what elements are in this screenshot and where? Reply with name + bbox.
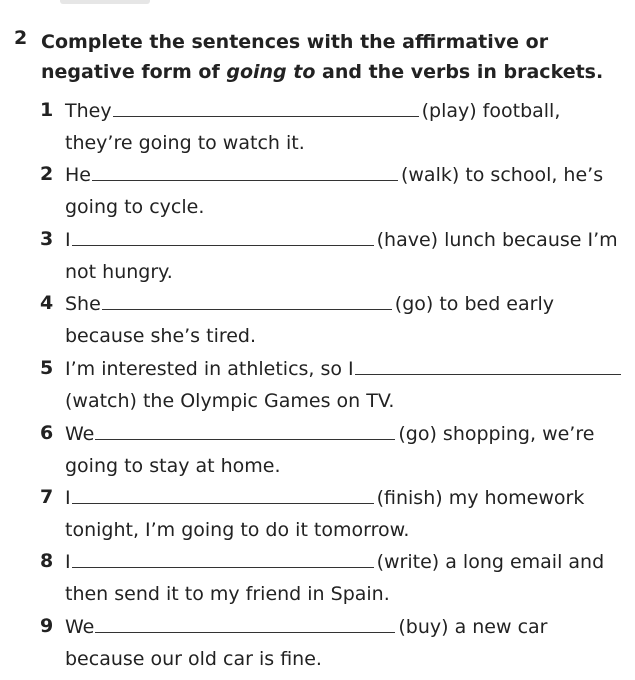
item-number: 4	[40, 292, 54, 314]
item-text-before: She	[65, 293, 101, 315]
item-line-1	[65, 287, 554, 320]
item-line-2: going to cycle.	[65, 196, 205, 218]
exercise-number: 2	[14, 27, 28, 49]
answer-blank[interactable]	[92, 158, 398, 181]
instructions-text-1: Complete the sentences with the affirmative or negative form of	[41, 31, 549, 83]
instructions-italic: going to	[226, 61, 316, 83]
item-line-2: they’re going to watch it.	[65, 132, 305, 154]
item-line-2: then send it to my friend in Spain.	[65, 583, 390, 605]
item-line-1	[65, 610, 547, 643]
item-number: 6	[40, 422, 54, 444]
exercise-instructions	[41, 27, 616, 87]
item-text-before: I	[65, 229, 71, 251]
item-line-1	[65, 481, 584, 514]
item-number: 8	[40, 550, 54, 572]
item-line-1	[65, 352, 624, 385]
item-number: 5	[40, 357, 54, 379]
answer-blank[interactable]	[95, 610, 395, 633]
answer-blank[interactable]	[95, 417, 395, 440]
item-line-2: not hungry.	[65, 261, 173, 283]
item-number: 2	[40, 163, 54, 185]
item-text-after: (have) lunch because I’m	[376, 229, 618, 251]
item-text-after: (play) football,	[421, 100, 561, 122]
item-text-before: I’m interested in athletics, so I	[65, 358, 354, 380]
item-line-1	[65, 545, 604, 578]
item-text-after: (write) a long email and	[376, 551, 605, 573]
item-text-before: I	[65, 487, 71, 509]
item-text-before: I	[65, 551, 71, 573]
item-text-after: (go) shopping, we’re	[398, 423, 595, 445]
answer-blank[interactable]	[102, 287, 392, 310]
answer-blank[interactable]	[72, 223, 374, 246]
item-number: 1	[40, 99, 54, 121]
item-line-2: because our old car is fine.	[65, 648, 322, 670]
item-line-1	[65, 223, 618, 256]
top-edge-fragment	[60, 0, 150, 4]
item-text-after: (finish) my homework	[376, 487, 585, 509]
item-text-after: (buy) a new car	[398, 616, 548, 638]
item-text-before: He	[65, 164, 91, 186]
item-number: 3	[40, 228, 54, 250]
item-number: 7	[40, 486, 54, 508]
instructions-text-2: and the verbs in brackets.	[315, 61, 604, 83]
item-text-before: We	[65, 616, 95, 638]
item-line-2: (watch) the Olympic Games on TV.	[65, 390, 395, 412]
item-number: 9	[40, 615, 54, 637]
answer-blank[interactable]	[72, 481, 374, 504]
answer-blank[interactable]	[72, 545, 374, 568]
item-line-1	[65, 158, 603, 191]
item-line-1	[65, 94, 560, 127]
item-text-after: (walk) to school, he’s	[400, 164, 604, 186]
item-text-before: They	[65, 100, 112, 122]
item-line-2: tonight, I’m going to do it tomorrow.	[65, 519, 410, 541]
item-line-1	[65, 417, 594, 450]
item-line-2: because she’s tired.	[65, 325, 257, 347]
item-line-2: going to stay at home.	[65, 455, 281, 477]
answer-blank[interactable]	[355, 352, 621, 375]
item-text-after: (go) to bed early	[394, 293, 554, 315]
item-text-before: We	[65, 423, 95, 445]
answer-blank[interactable]	[113, 94, 419, 117]
